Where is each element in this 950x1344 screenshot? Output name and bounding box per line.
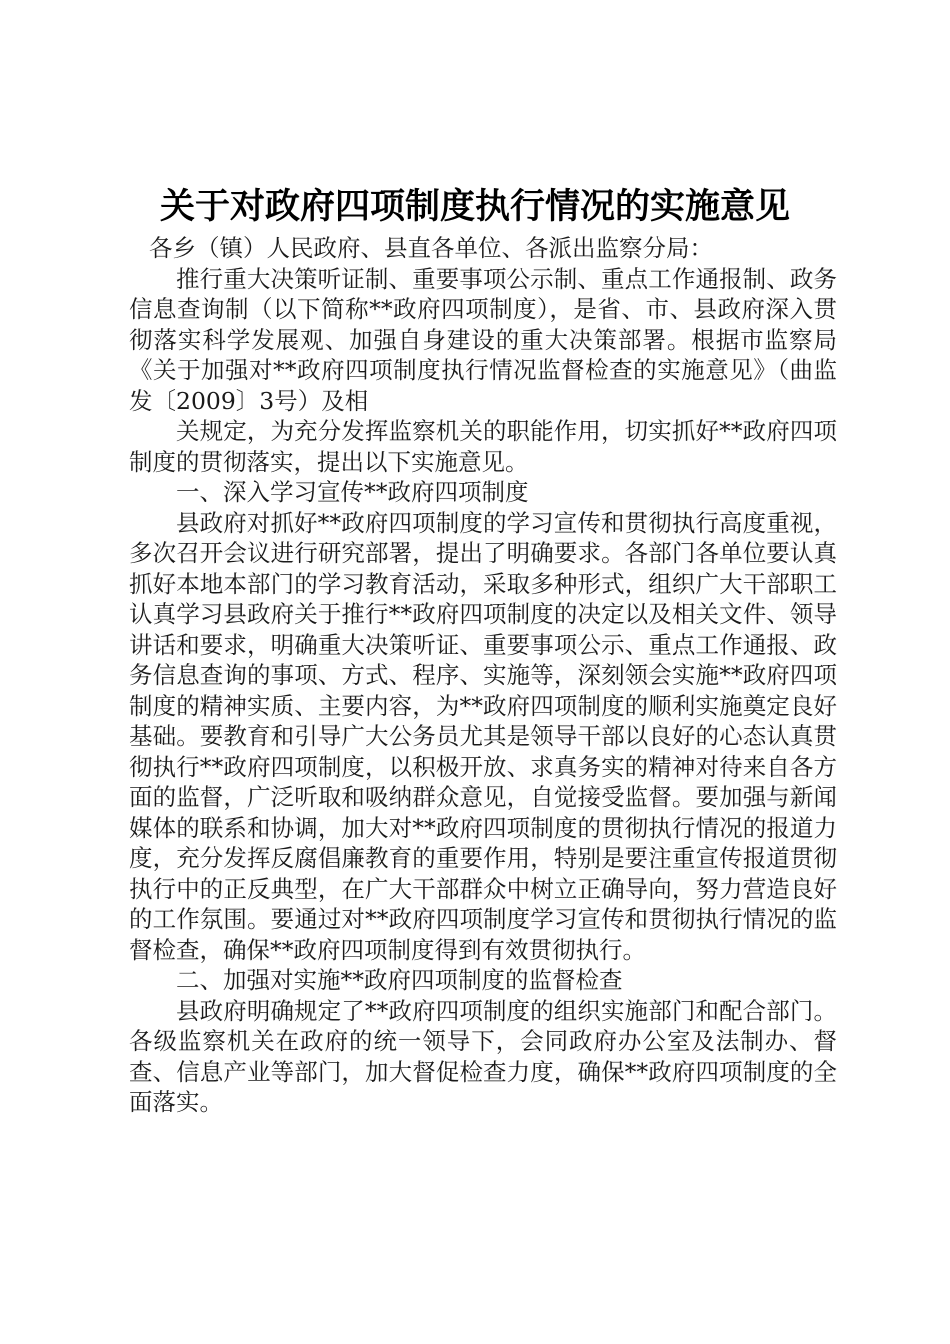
salutation: 各乡（镇）人民政府、县直各单位、各派出监察分局： — [149, 234, 713, 262]
document-body — [129, 233, 837, 1118]
section-2-paragraph: 县政府明确规定了**政府四项制度的组织实施部门和配合部门。各级监察机关在政府的统一领导下，会同政府办公室及法制办、督查、信息产业等部门，加大督促检查力度，确保**政府四项制度的全面落实。 — [129, 996, 837, 1116]
paragraph-intro-continued: 关规定，为充分发挥监察机关的职能作用，切实抓好**政府四项制度的贯彻落实，提出以下实施意见。 — [129, 417, 837, 476]
section-1-heading: 一、深入学习宣传**政府四项制度 — [176, 478, 529, 506]
section-1-paragraph: 县政府对抓好**政府四项制度的学习宣传和贯彻执行高度重视，多次召开会议进行研究部署，提出了明确要求。各部门各单位要认真抓好本地本部门的学习教育活动，采取多种形式，组织广大干部职工认真学习县政府关于推行**政府四项制度的决定以及相关文件、领导讲话和要求，明确重大决策听证、重要事项公示、重点工作通报、政务信息查询的事项、方式、程序、实施等，深刻领会实施**政府四项制度的精神实质、主要内容，为**政府四项制度的顺利实施奠定良好基础。要教育和引导广大公务员尤其是领导干部以良好的心态认真贯彻执行**政府四项制度，以积极开放、求真务实的精神对待来自各方面的监督，广泛听取和吸纳群众意见，自觉接受监督。要加强与新闻媒体的联系和协调，加大对**政府四项制度的贯彻执行情况的报道力度，充分发挥反腐倡廉教育的重要作用，特别是要注重宣传报道贯彻执行中的正反典型，在广大干部群众中树立正确导向，努力营造良好的工作氛围。要通过对**政府四项制度学习宣传和贯彻执行情况的监督检查，确保**政府四项制度得到有效贯彻执行。 — [129, 508, 837, 964]
section-2-heading: 二、加强对实施**政府四项制度的监督检查 — [176, 966, 623, 994]
document-title: 关于对政府四项制度执行情况的实施意见 — [159, 187, 790, 227]
paragraph-intro: 推行重大决策听证制、重要事项公示制、重点工作通报制、政务信息查询制（以下简称**政府四项制度），是省、市、县政府深入贯彻落实科学发展观、加强自身建设的重大决策部署。根据市监察局《关于加强对**政府四项制度执行情况监督检查的实施意见》（曲监发〔2009〕3号）及相 — [129, 264, 837, 415]
